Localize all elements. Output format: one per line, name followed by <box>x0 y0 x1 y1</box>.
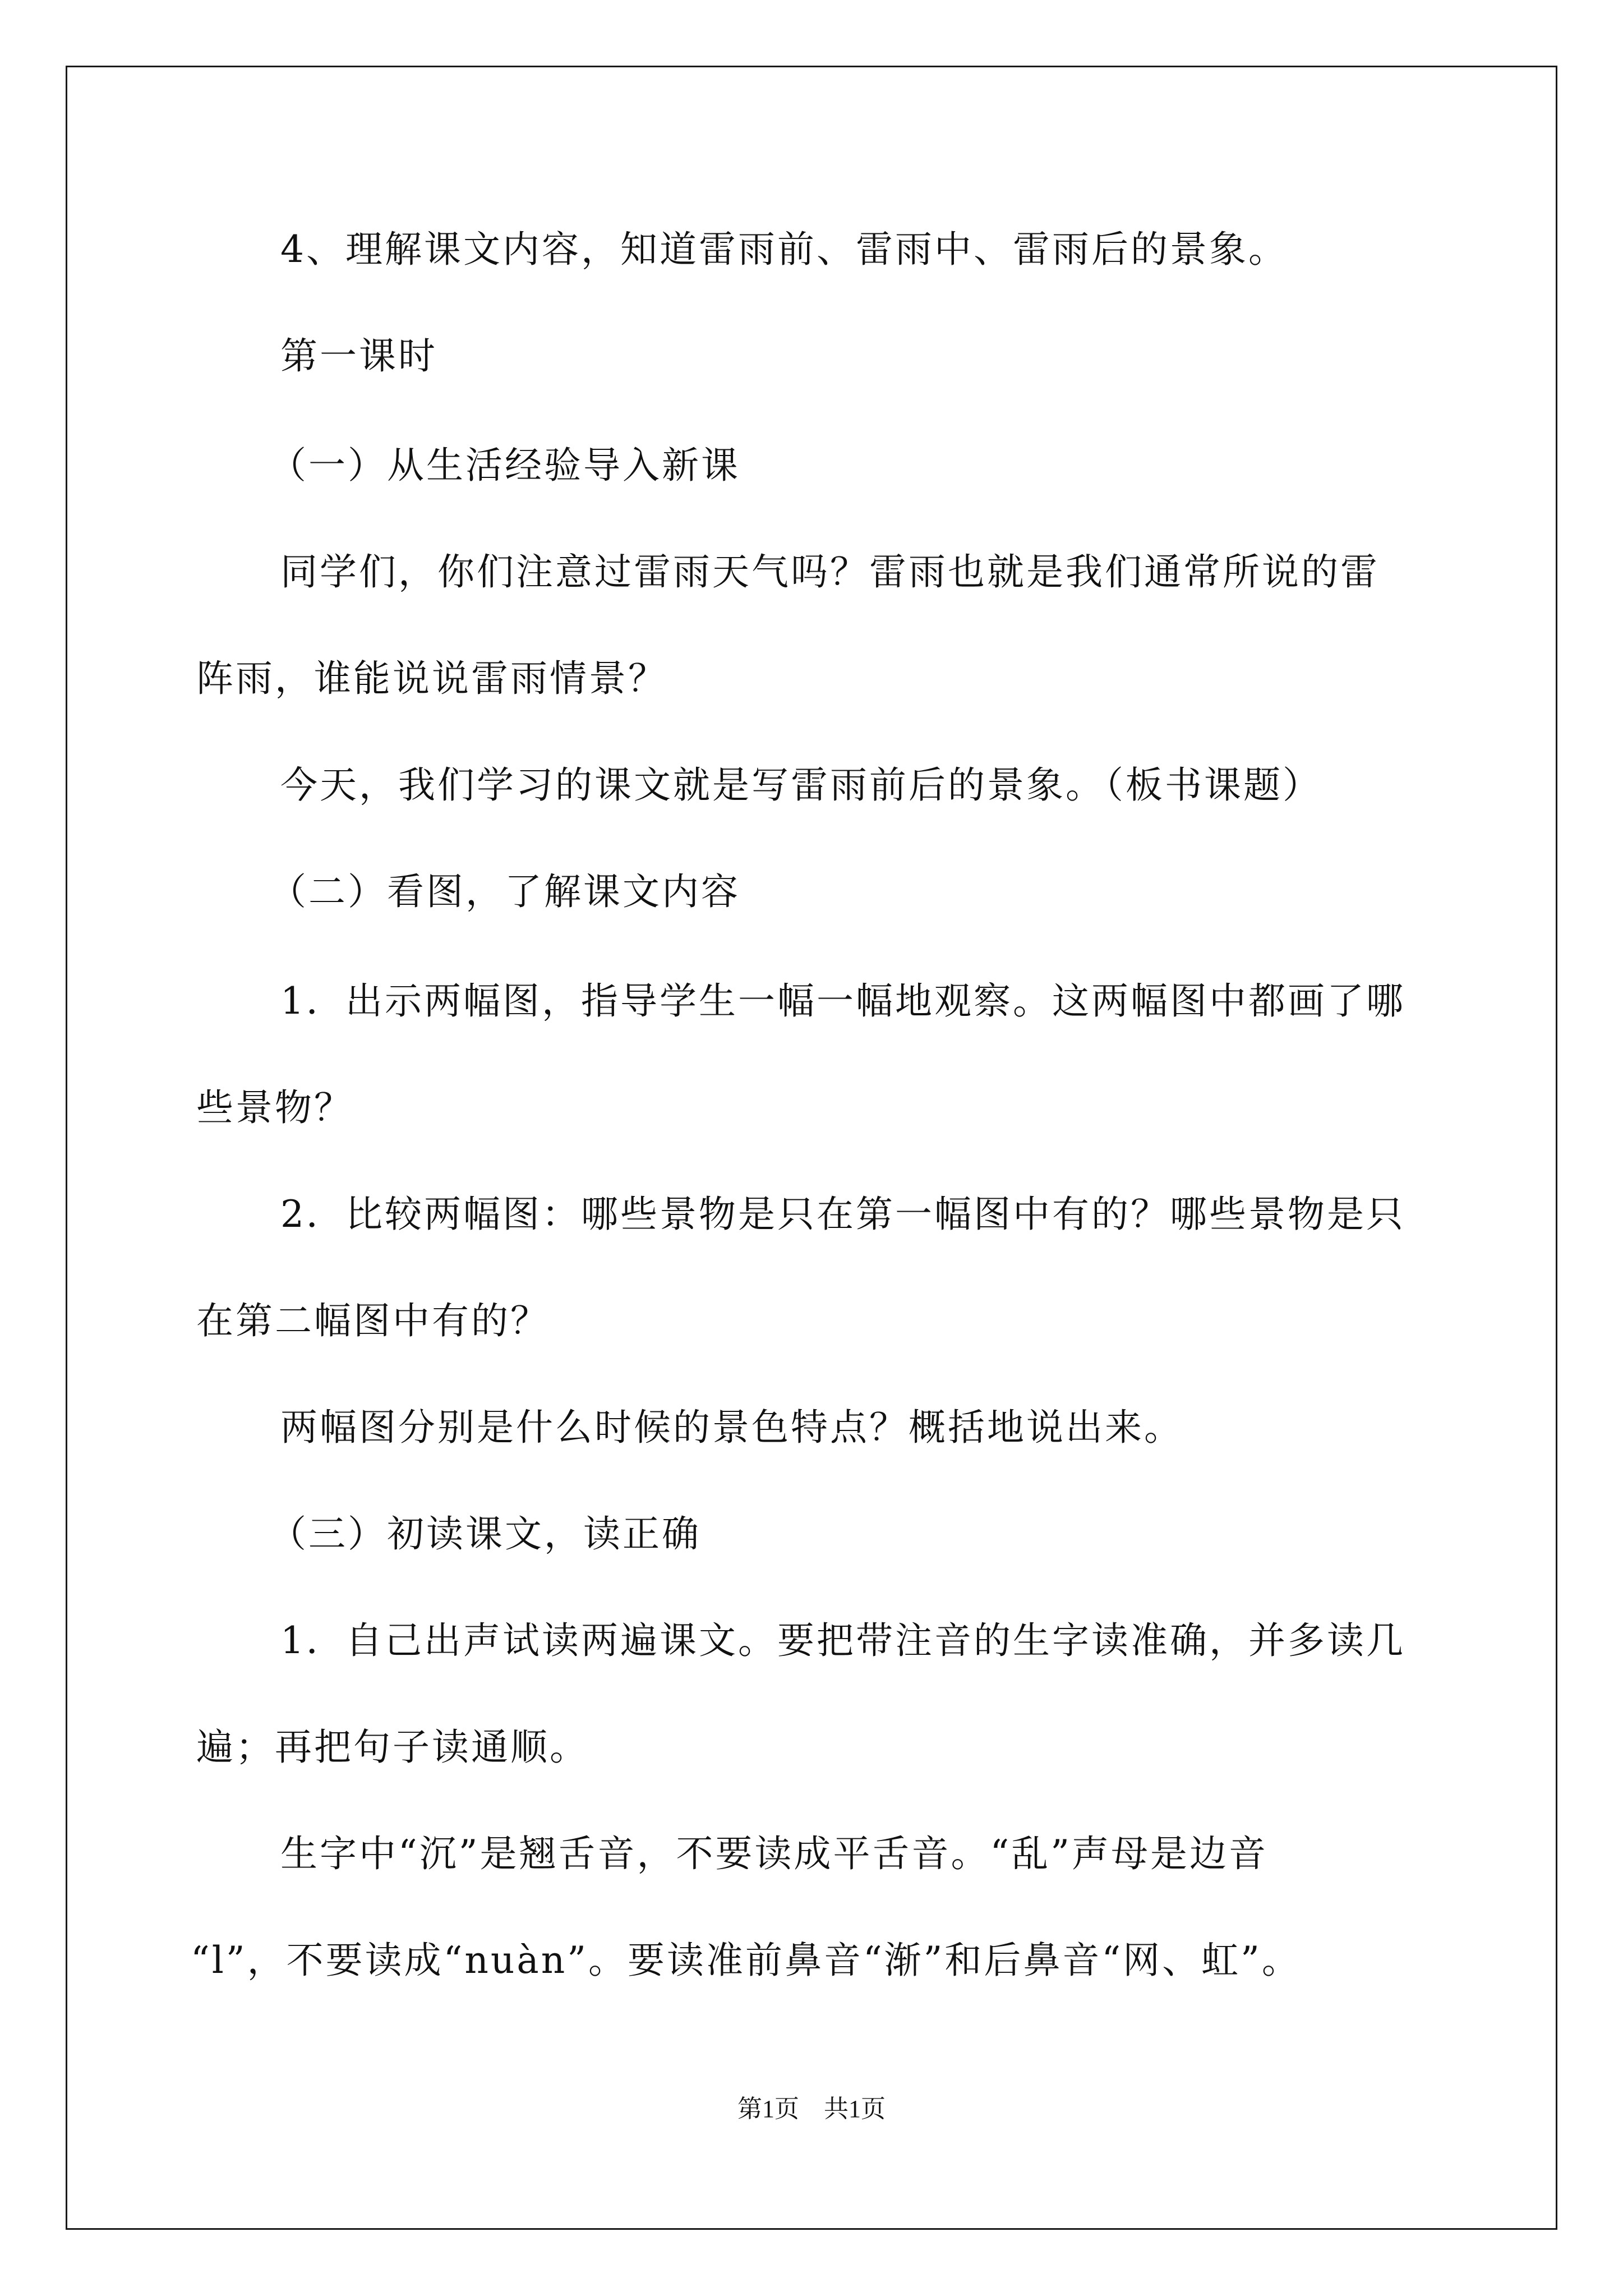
paragraph-line: 些景物？ <box>196 1086 353 1129</box>
paragraph-line: 生字中“沉”是翘舌音，不要读成平舌音。“乱”声母是边音 <box>280 1832 1268 1875</box>
subsection-heading: （二）看图，了解课文内容 <box>269 870 740 913</box>
paragraph-line: 在第二幅图中有的？ <box>196 1299 550 1342</box>
paragraph-line: 1．出示两幅图，指导学生一幅一幅地观察。这两幅图中都画了哪 <box>280 979 1405 1023</box>
paragraph-line: 阵雨，谁能说说雷雨情景？ <box>196 657 667 700</box>
section-heading: 第一课时 <box>280 334 437 378</box>
paragraph-line: 2．比较两幅图：哪些景物是只在第一幅图中有的？哪些景物是只 <box>280 1193 1405 1236</box>
paragraph-line: 遍；再把句子读通顺。 <box>196 1726 589 1769</box>
paragraph-line: 两幅图分别是什么时候的景色特点？概括地说出来。 <box>280 1406 1183 1449</box>
paragraph-line: 同学们，你们注意过雷雨天气吗？雷雨也就是我们通常所说的雷 <box>280 550 1380 593</box>
page-footer: 第1页 共1页 <box>737 2095 886 2123</box>
subsection-heading: （一）从生活经验导入新课 <box>269 444 740 487</box>
paragraph-line: 1．自己出声试读两遍课文。要把带注音的生字读准确，并多读几 <box>280 1619 1405 1662</box>
objective-line: 4、理解课文内容，知道雷雨前、雷雨中、雷雨后的景象。 <box>280 228 1288 271</box>
paragraph-line: 今天，我们学习的课文就是写雷雨前后的景象。（板书课题） <box>280 763 1322 807</box>
paragraph-line: “l”，不要读成“nuàn”。要读准前鼻音“渐”和后鼻音“网、虹”。 <box>191 1939 1301 1982</box>
page-border <box>66 66 1557 2230</box>
subsection-heading: （三）初读课文，读正确 <box>269 1512 701 1556</box>
